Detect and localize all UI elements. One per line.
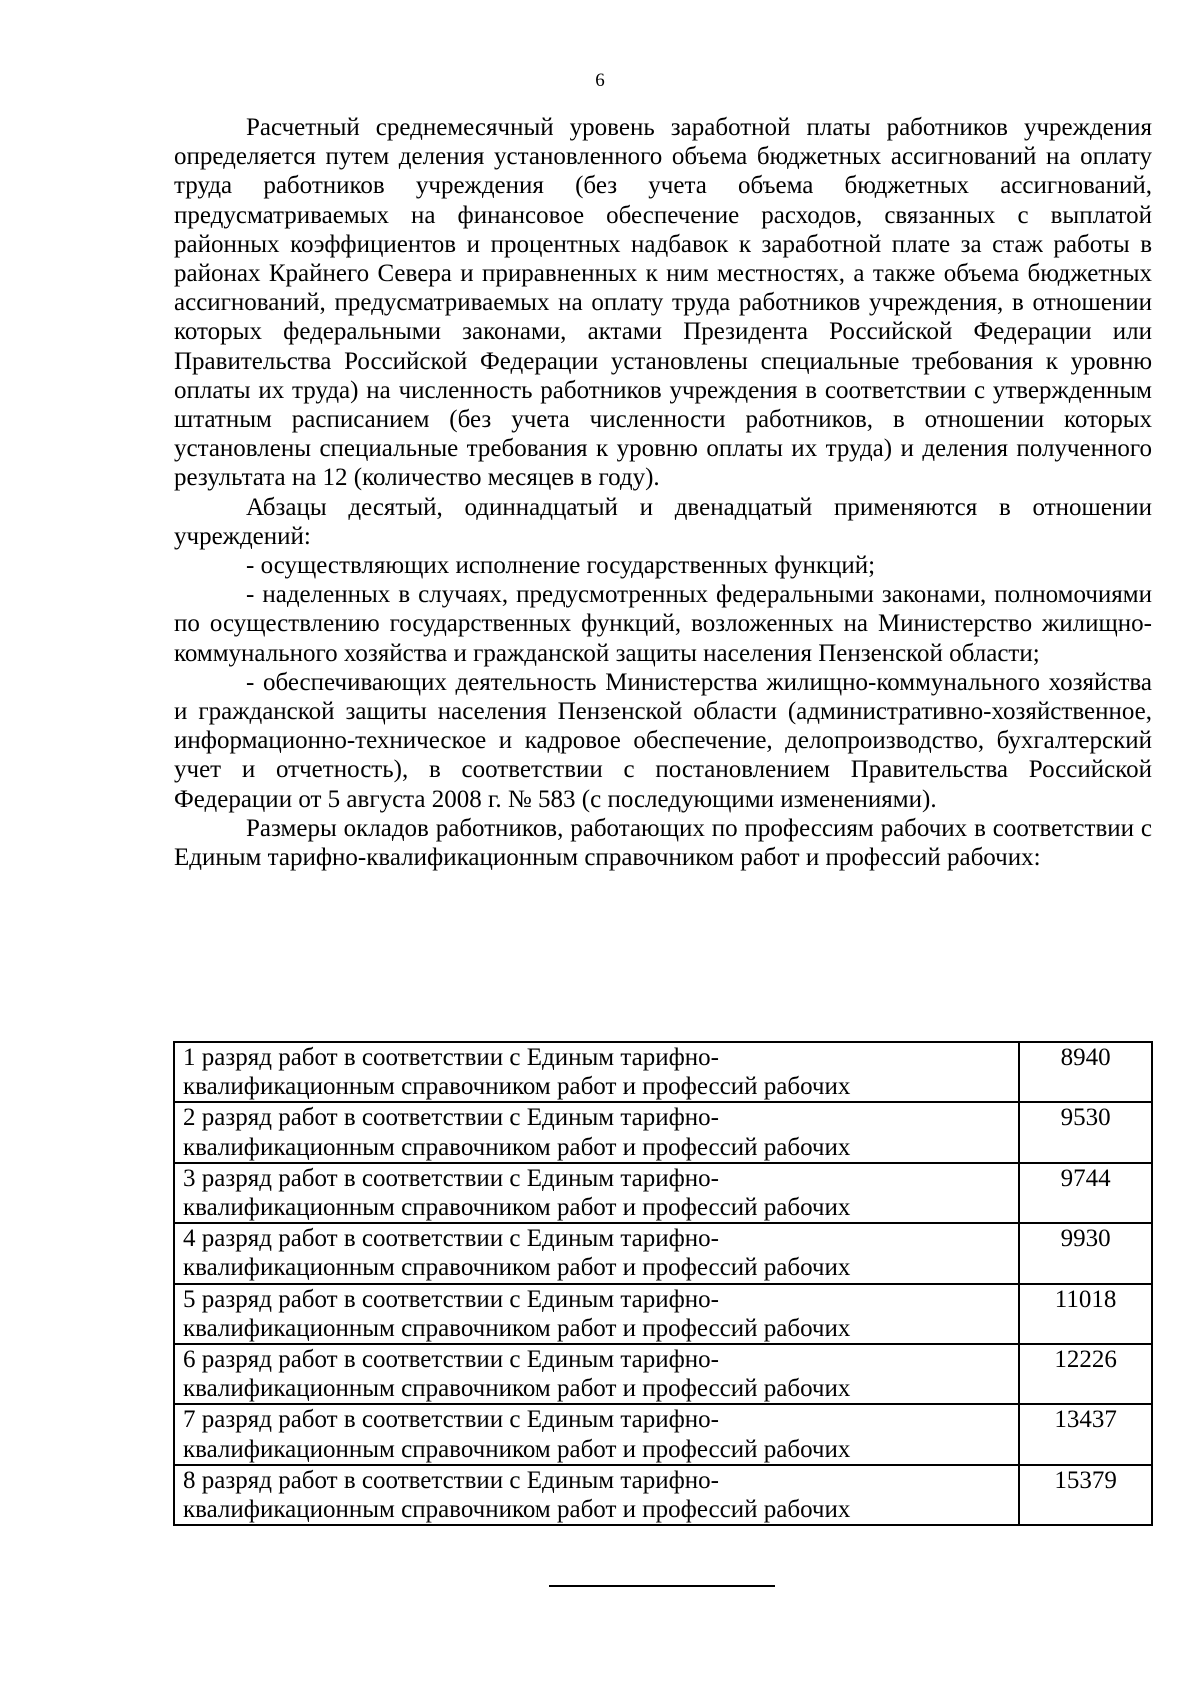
paragraph-salary-calculation: Расчетный среднемесячный уровень заработной платы работников учреждения определяется путем деления установленного объема бюджетных ассигнований на оплату труда работников учреждения (без учета объема бюджетных ассигнований, предусматриваемых на финансовое обеспечение расходов, связанных с выплатой районных коэффициентов и процентных надбавок к заработной плате за стаж работы в районах Крайнего Севера и приравненных к ним местностях, а также объема бюджетных ассигнований, предусматриваемых на оплату труда работников учреждения, в отношении которых федеральными законами, актами Президента Российской Федерации или Правительства Российской Федерации установлены специальные требования к уровню оплаты их труда) на численность работников учреждения в соответствии с утвержденным штатным расписанием (без учета численности работников, в отношении которых установлены специальные требования к уровню оплаты их труда) и деления полученного результата на 12 (количество месяцев в году). (174, 114, 1152, 492)
table-cell-category (174, 1223, 1019, 1283)
table-cell-amount: 12226 (1019, 1344, 1152, 1404)
category-line: квалификационным справочником работ и профессий рабочих (183, 1133, 851, 1161)
table-cell-category (174, 1465, 1019, 1525)
table-row (174, 1344, 1152, 1404)
category-line: 7 разряд работ в соответствии с Единым тарифно- (183, 1406, 719, 1434)
table-cell-category (174, 1163, 1019, 1223)
category-line: 4 разряд работ в соответствии с Единым тарифно- (183, 1225, 719, 1253)
paragraph-applicability: Абзацы десятый, одиннадцатый и двенадцатый применяются в отношении учреждений: (174, 493, 1152, 550)
table-cell-category (174, 1344, 1019, 1404)
table-row (174, 1284, 1152, 1344)
table-row (174, 1404, 1152, 1464)
category-line: 2 разряд работ в соответствии с Единым тарифно- (183, 1104, 719, 1132)
table-row (174, 1102, 1152, 1162)
list-item-state-functions: - осуществляющих исполнение государственных функций; (246, 552, 876, 580)
table-cell-amount: 15379 (1019, 1465, 1152, 1525)
category-line: квалификационным справочником работ и профессий рабочих (183, 1194, 851, 1222)
table-cell-category (174, 1102, 1019, 1162)
table-row (174, 1223, 1152, 1283)
category-line: 6 разряд работ в соответствии с Единым тарифно- (183, 1346, 719, 1374)
table-cell-amount: 8940 (1019, 1042, 1152, 1102)
table-cell-category (174, 1284, 1019, 1344)
page-number: 6 (595, 70, 605, 91)
salary-table (173, 1041, 1153, 1526)
category-line: 8 разряд работ в соответствии с Единым тарифно- (183, 1466, 719, 1494)
table-cell-amount: 9930 (1019, 1223, 1152, 1283)
table-row (174, 1163, 1152, 1223)
table-cell-amount: 9744 (1019, 1163, 1152, 1223)
table-cell-amount: 11018 (1019, 1284, 1152, 1344)
table-cell-category (174, 1404, 1019, 1464)
list-item-ministry-support: - обеспечивающих деятельность Министерства жилищно-коммунального хозяйства и гражданской защиты населения Пензенской области (административно-хозяйственное, информационно-техническое и кадровое обеспечение, делопроизводство, бухгалтерский учет и отчетность), в соответствии с постановлением Правительства Российской Федерации от 5 августа 2008 г. № 583 (с последующими изменениями). (174, 668, 1152, 813)
category-line: квалификационным справочником работ и профессий рабочих (183, 1375, 851, 1403)
document-end-line (549, 1585, 775, 1587)
table-cell-amount: 9530 (1019, 1102, 1152, 1162)
category-line: квалификационным справочником работ и профессий рабочих (183, 1314, 851, 1342)
category-line: 3 разряд работ в соответствии с Единым тарифно- (183, 1164, 719, 1192)
category-line: квалификационным справочником работ и профессий рабочих (183, 1435, 851, 1463)
category-line: квалификационным справочником работ и профессий рабочих (183, 1496, 851, 1524)
category-line: 5 разряд работ в соответствии с Единым тарифно- (183, 1285, 719, 1313)
list-item-delegated-powers: - наделенных в случаях, предусмотренных федеральными законами, полномочиями по осуществлению государственных функций, возложенных на Министерство жилищно-коммунального хозяйства и гражданской защиты населения Пензенской области; (174, 581, 1152, 667)
paragraph-salary-sizes: Размеры окладов работников, работающих по профессиям рабочих в соответствии с Единым тарифно-квалификационным справочником работ и профессий рабочих: (174, 814, 1152, 872)
document-body (174, 113, 1152, 872)
table-cell-category (174, 1042, 1019, 1102)
table-row (174, 1042, 1152, 1102)
category-line: квалификационным справочником работ и профессий рабочих (183, 1254, 851, 1282)
category-line: квалификационным справочником работ и профессий рабочих (183, 1073, 851, 1101)
category-line: 1 разряд работ в соответствии с Единым тарифно- (183, 1044, 719, 1071)
table-row (174, 1465, 1152, 1525)
table-cell-amount: 13437 (1019, 1404, 1152, 1464)
